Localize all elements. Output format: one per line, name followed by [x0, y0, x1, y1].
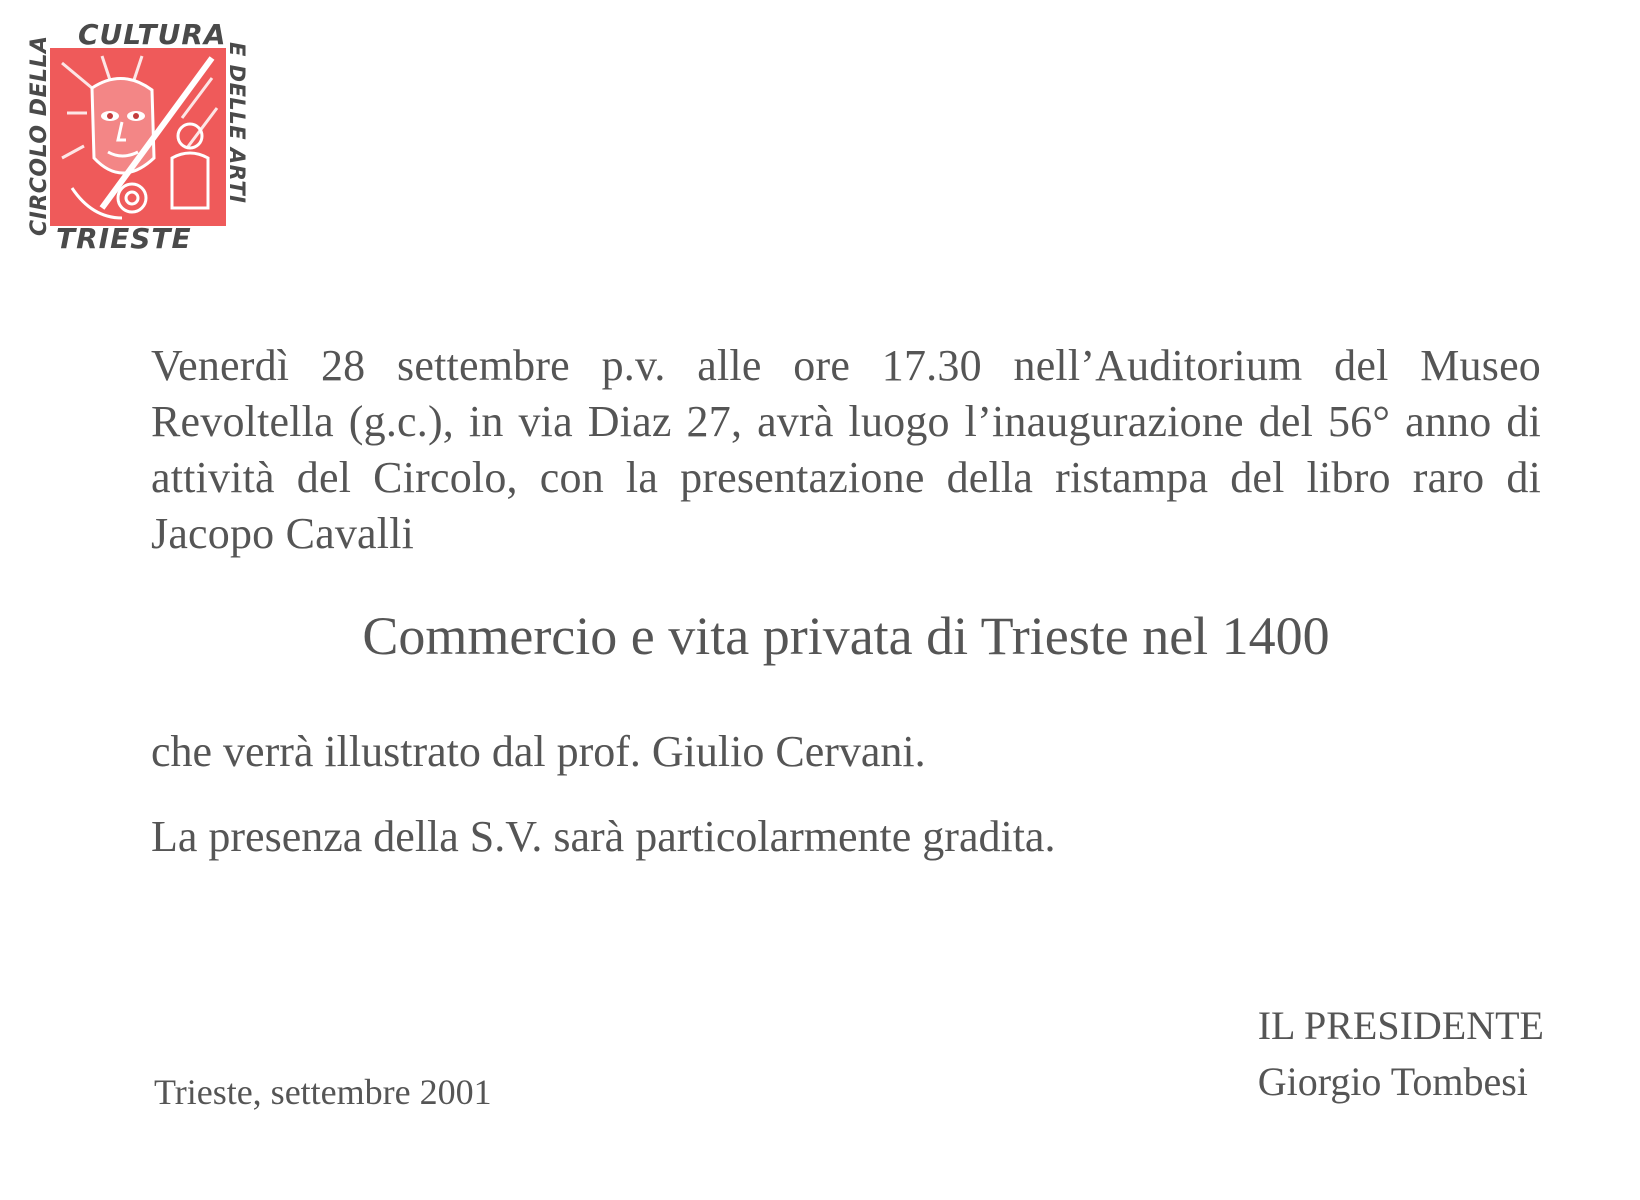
book-title: Commercio e vita privata di Trieste nel 1400: [362, 606, 1330, 666]
logo-face: [92, 78, 154, 173]
closing-line: La presenza della S.V. sarà particolarmente gradita.: [151, 812, 1056, 861]
logo-left-text: CIRCOLO DELLA: [27, 35, 52, 236]
place-date: Trieste, settembre 2001: [154, 1072, 492, 1112]
logo-emblem: [22, 18, 252, 250]
presenter-line: che verrà illustrato dal prof. Giulio Cervani.: [151, 727, 926, 776]
invitation-intro: Venerdì 28 settembre p.v. alle ore 17.30 nell’Auditorium del Museo Revoltella (g.c.), in via Diaz 27, avrà luogo l’inaugurazione del 56° anno di attività del Circolo, con la presentazione della ristampa del libro raro di Jacopo Cavalli: [151, 341, 1541, 558]
signature-block: [1258, 998, 1544, 1110]
logo-bottom-text: TRIESTE: [56, 222, 192, 250]
signature-role: IL PRESIDENTE: [1257, 1003, 1544, 1048]
circolo-logo: [22, 18, 252, 250]
logo-top-text: CULTURA: [78, 18, 227, 51]
signature-name: Giorgio Tombesi: [1257, 1059, 1528, 1104]
logo-right-text: E DELLE ARTI: [225, 42, 249, 204]
